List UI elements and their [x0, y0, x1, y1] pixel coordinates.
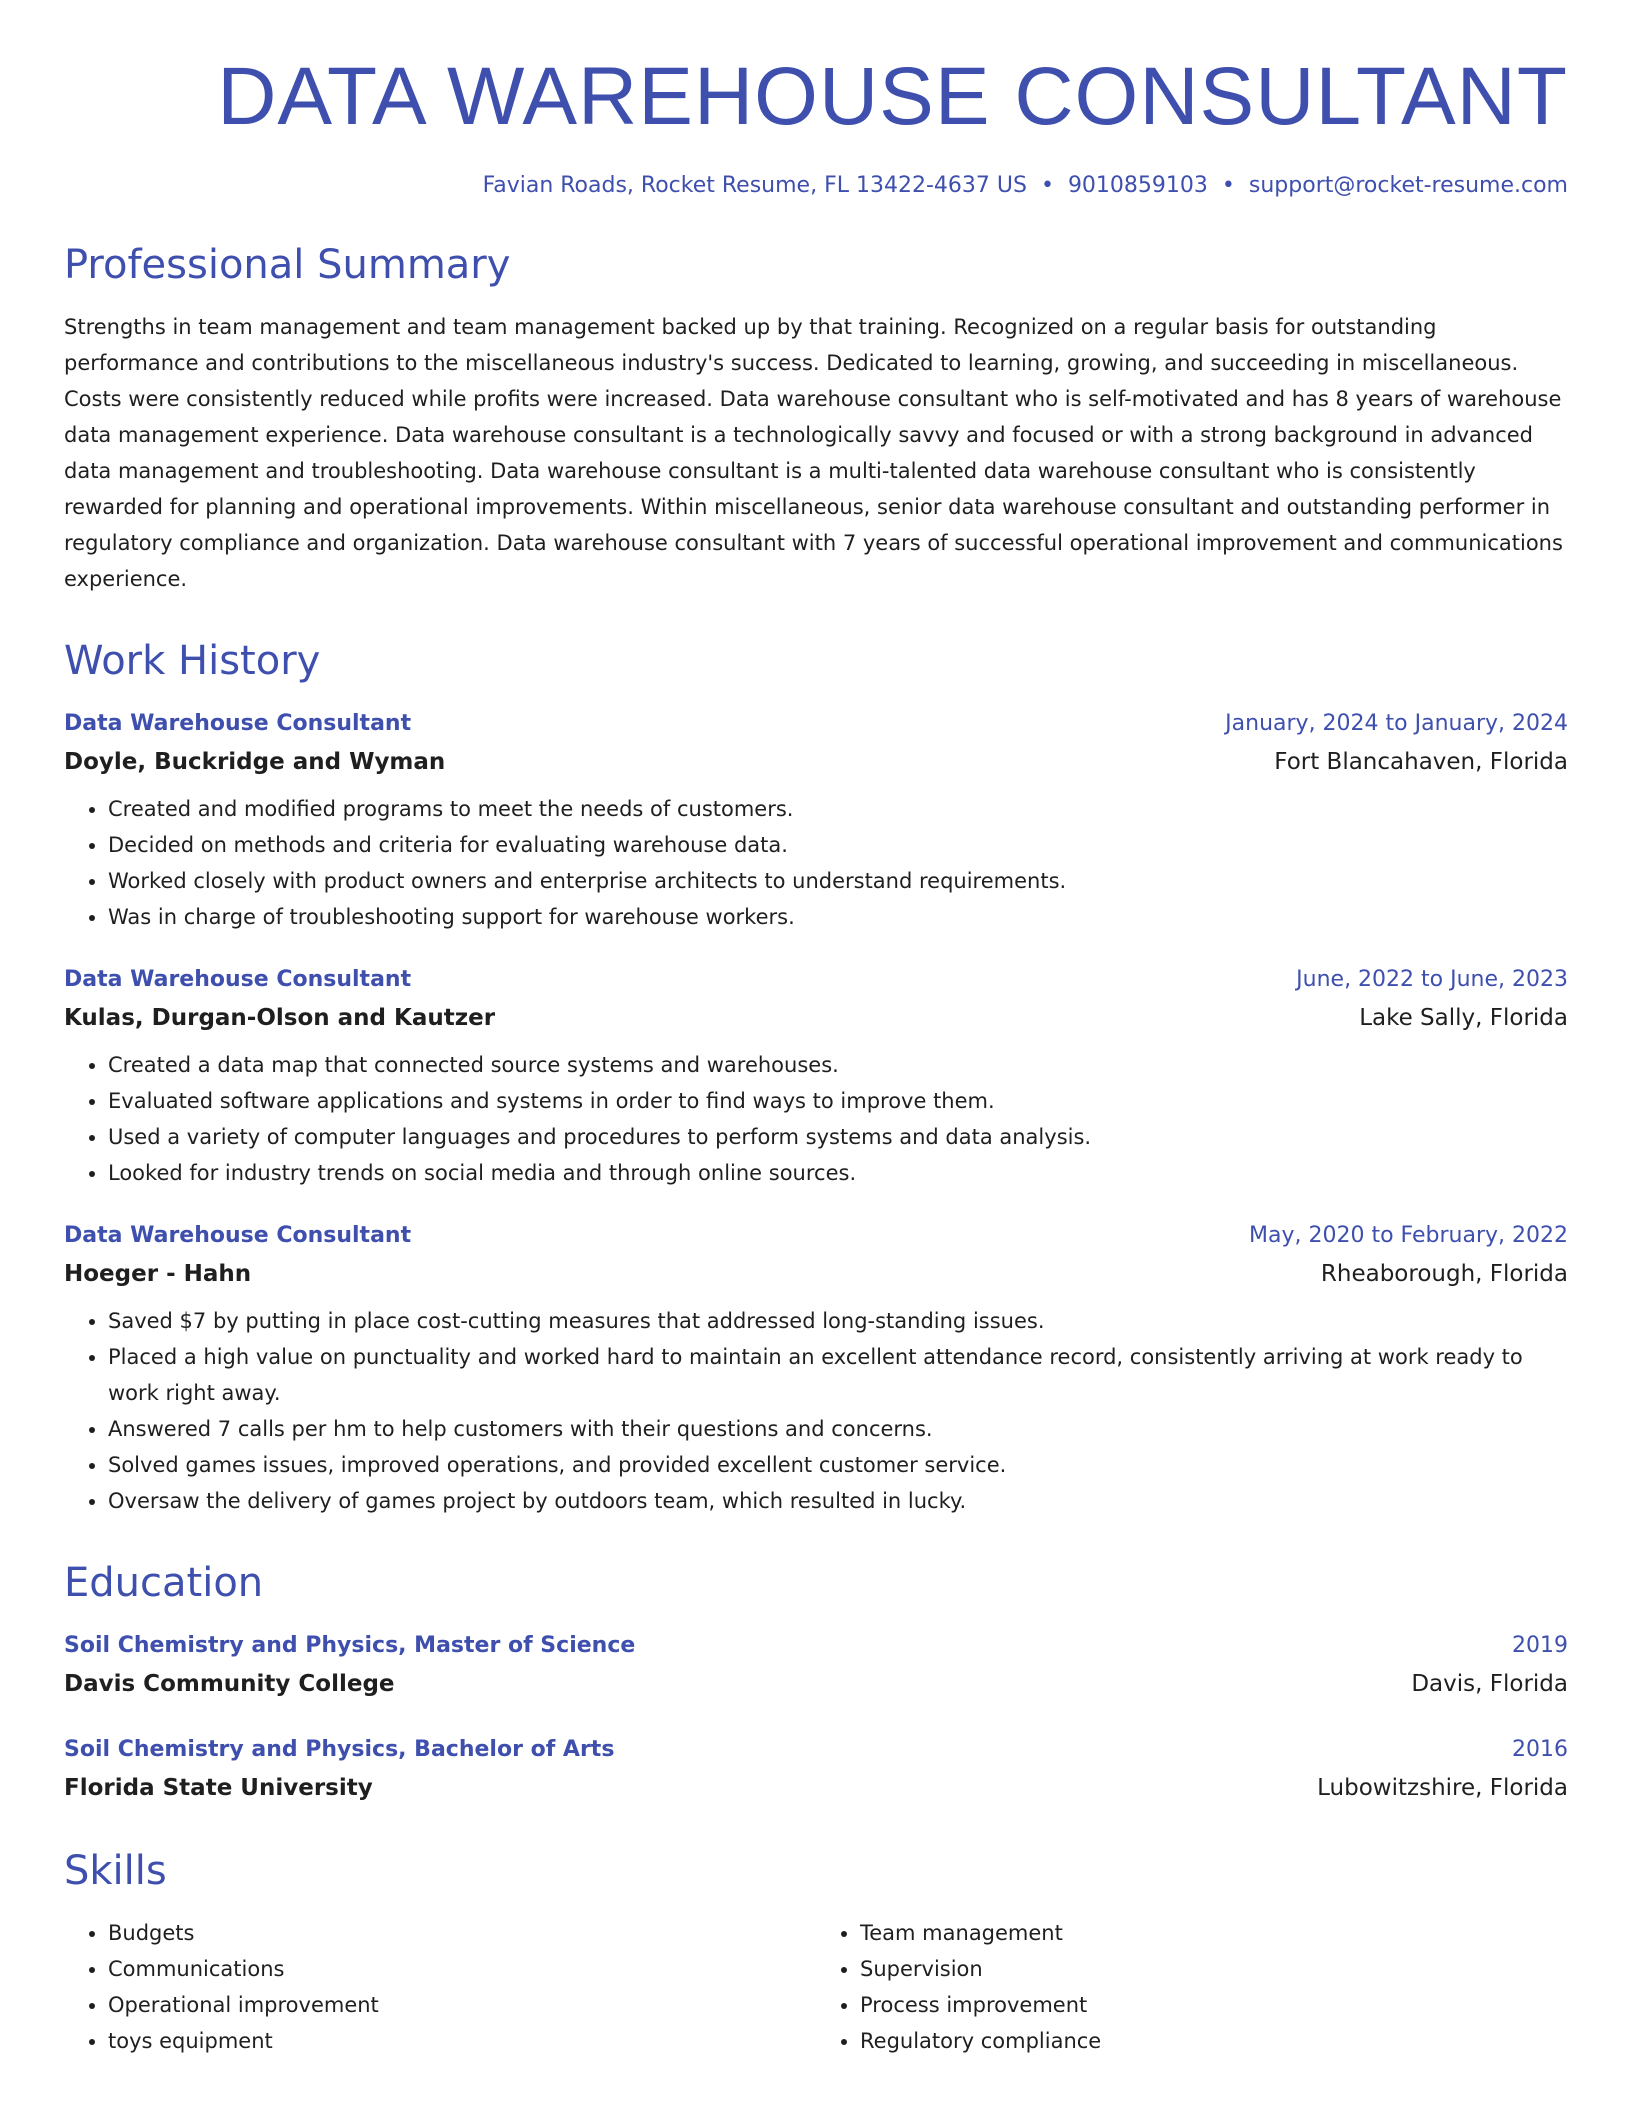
- company-name: Kulas, Durgan-Olson and Kautzer: [64, 1004, 496, 1031]
- job-bullet: • Created and modified programs to meet the needs of customers.: [108, 791, 1568, 827]
- education-entry-header: [64, 1627, 1568, 1665]
- summary-section-title: Professional Summary: [64, 241, 511, 288]
- job-dates: January, 2024 to January, 2024: [1225, 710, 1568, 736]
- work-entry: [64, 1217, 1568, 1519]
- contact-email[interactable]: support@rocket-resume.com: [1248, 173, 1568, 199]
- skills-column-left: [64, 1915, 816, 2059]
- job-dates: May, 2020 to February, 2022: [1249, 1222, 1568, 1248]
- resume-header: [64, 50, 1568, 201]
- work-entry-subheader: [64, 743, 1568, 781]
- job-bullet: • Looked for industry trends on social media and through online sources.: [108, 1155, 1568, 1191]
- job-dates: June, 2022 to June, 2023: [1296, 966, 1568, 992]
- job-bullets: [64, 1303, 1568, 1519]
- job-bullet: • Evaluated software applications and systems in order to find ways to improve them.: [108, 1083, 1568, 1119]
- skill-item: • Operational improvement: [108, 1987, 816, 2023]
- work-entry: [64, 705, 1568, 935]
- work-entry-header: [64, 705, 1568, 743]
- skill-item: • Communications: [108, 1951, 816, 1987]
- job-location: Rheaborough, Florida: [1320, 1260, 1568, 1287]
- skill-item: • Process improvement: [860, 1987, 1568, 2023]
- skill-item: • Team management: [860, 1915, 1568, 1951]
- candidate-name: DATA WAREHOUSE CONSULTANT: [217, 51, 1568, 142]
- job-bullet: • Decided on methods and criteria for evaluating warehouse data.: [108, 827, 1568, 863]
- skills-list: [64, 1915, 1568, 2059]
- company-name: Hoeger - Hahn: [64, 1260, 252, 1287]
- skills-section-title: Skills: [64, 1847, 167, 1894]
- work-entry: [64, 961, 1568, 1191]
- contact-separator: •: [1040, 173, 1054, 199]
- contact-address: Favian Roads, Rocket Resume, FL 13422-4637 US: [482, 173, 1027, 199]
- contact-line: [64, 172, 1568, 201]
- job-bullet: • Saved $7 by putting in place cost-cutting measures that addressed long-standing issues.: [108, 1303, 1568, 1339]
- skills-column-right: [816, 1915, 1568, 2059]
- job-bullet: • Placed a high value on punctuality and worked hard to maintain an excellent attendance record, consistently arriving at work ready to work right away.: [108, 1339, 1568, 1411]
- school-name: Florida State University: [64, 1774, 373, 1801]
- education-entry-subheader: [64, 1769, 1568, 1807]
- job-bullets: [64, 1047, 1568, 1191]
- skill-item: • Supervision: [860, 1951, 1568, 1987]
- work-entry-subheader: [64, 999, 1568, 1037]
- job-bullet: • Answered 7 calls per hm to help customers with their questions and concerns.: [108, 1411, 1568, 1447]
- summary-text: Strengths in team management and team management backed up by that training. Recognized on a regular basis for outstanding performance and contributions to the miscellaneous industry's success. Dedicated to learning, growing, and succeeding in miscellaneous. Costs were consistently reduced while profits were increased. Data warehouse consultant who is self-motivated and has 8 years of warehouse data management experience. Data warehouse consultant is a technologically savvy and focused or with a strong background in advanced data management and troubleshooting. Data warehouse consultant is a multi-talented data warehouse consultant who is consistently rewarded for planning and operational improvements. Within miscellaneous, senior data warehouse consultant and outstanding performer in regulatory compliance and organization. Data warehouse consultant with 7 years of successful operational improvement and communications experience.: [64, 314, 1563, 591]
- degree-name: Soil Chemistry and Physics, Master of Science: [64, 1632, 636, 1658]
- education-entry-subheader: [64, 1665, 1568, 1703]
- school-location: Lubowitzshire, Florida: [1317, 1774, 1568, 1801]
- job-title: Data Warehouse Consultant: [64, 710, 412, 736]
- education-entry: [64, 1731, 1568, 1807]
- resume-page: [64, 40, 1568, 2059]
- job-bullet: • Used a variety of computer languages and procedures to perform systems and data analysis.: [108, 1119, 1568, 1155]
- job-bullet: • Worked closely with product owners and enterprise architects to understand requirements.: [108, 863, 1568, 899]
- education-entry: [64, 1627, 1568, 1703]
- job-title: Data Warehouse Consultant: [64, 966, 412, 992]
- contact-separator: •: [1221, 173, 1235, 199]
- graduation-year: 2016: [1512, 1736, 1568, 1762]
- skill-item: • toys equipment: [108, 2023, 816, 2059]
- work-section-title: Work History: [64, 637, 321, 684]
- job-bullet: • Solved games issues, improved operations, and provided excellent customer service.: [108, 1447, 1568, 1483]
- company-name: Doyle, Buckridge and Wyman: [64, 748, 446, 775]
- job-title: Data Warehouse Consultant: [64, 1222, 412, 1248]
- job-location: Lake Sally, Florida: [1359, 1004, 1568, 1031]
- work-entry-header: [64, 1217, 1568, 1255]
- contact-phone: 9010859103: [1067, 173, 1208, 199]
- graduation-year: 2019: [1512, 1632, 1568, 1658]
- degree-name: Soil Chemistry and Physics, Bachelor of Arts: [64, 1736, 615, 1762]
- education-section-title: Education: [64, 1559, 264, 1606]
- education-entry-header: [64, 1731, 1568, 1769]
- job-location: Fort Blancahaven, Florida: [1274, 748, 1568, 775]
- job-bullet: • Oversaw the delivery of games project by outdoors team, which resulted in lucky.: [108, 1483, 1568, 1519]
- work-entry-subheader: [64, 1255, 1568, 1293]
- job-bullets: [64, 791, 1568, 935]
- job-bullet: • Created a data map that connected source systems and warehouses.: [108, 1047, 1568, 1083]
- school-location: Davis, Florida: [1411, 1670, 1568, 1697]
- school-name: Davis Community College: [64, 1670, 395, 1697]
- work-entry-header: [64, 961, 1568, 999]
- skill-item: • Regulatory compliance: [860, 2023, 1568, 2059]
- skill-item: • Budgets: [108, 1915, 816, 1951]
- job-bullet: • Was in charge of troubleshooting support for warehouse workers.: [108, 899, 1568, 935]
